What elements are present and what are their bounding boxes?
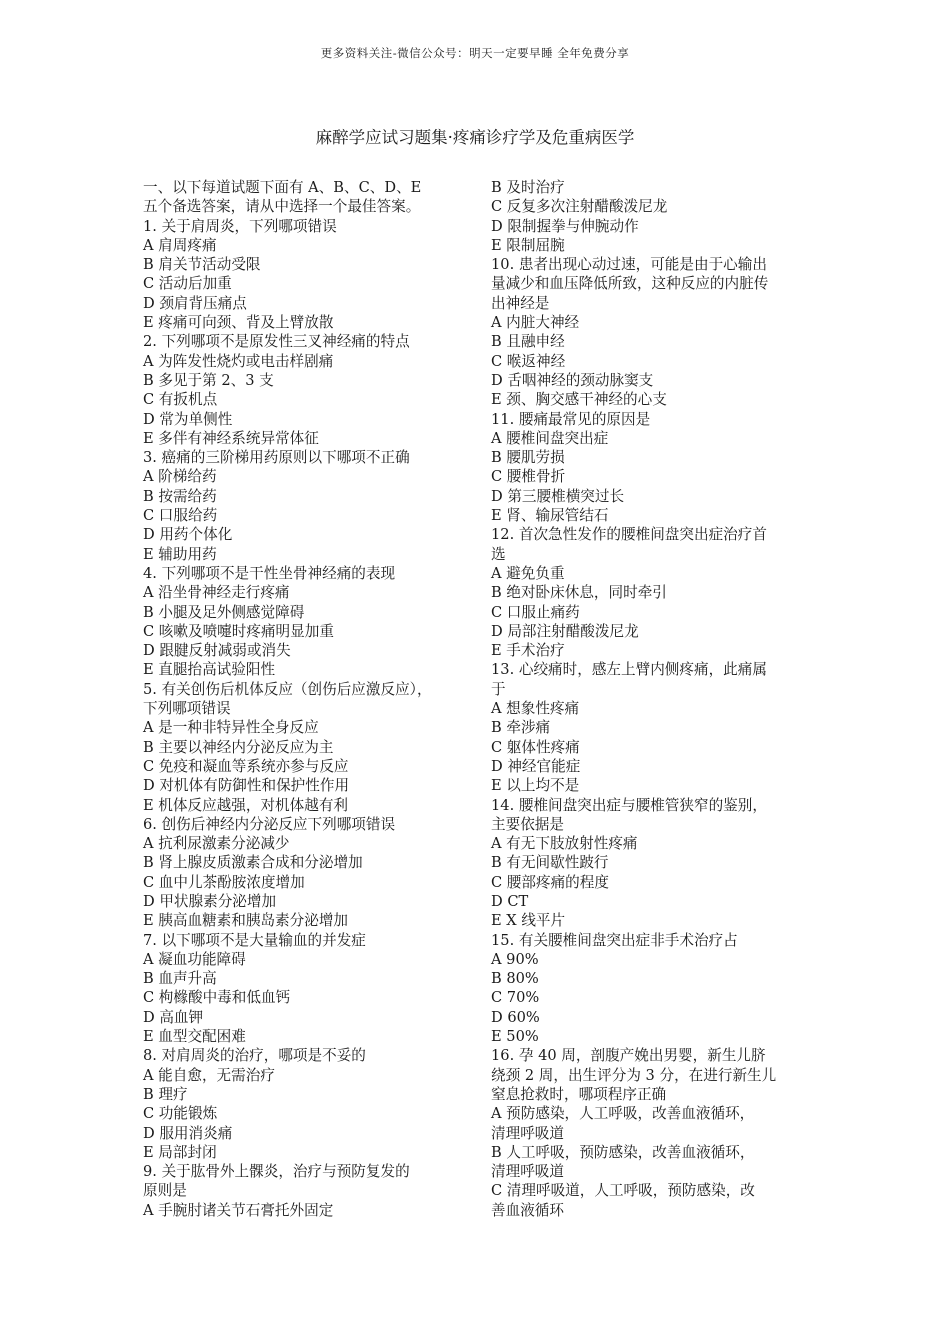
text-line: D 跟腱反射减弱或消失 xyxy=(143,642,291,660)
text-line: E 多伴有神经系统异常体征 xyxy=(143,429,319,447)
text-line: C 免疫和凝血等系统亦参与反应 xyxy=(143,757,349,775)
text-line: D 舌咽神经的颈动脉窦支 xyxy=(491,371,654,389)
text-line: B 牵涉痛 xyxy=(491,719,551,737)
text-line: 14. 腰椎间盘突出症与腰椎管狭窄的鉴别， xyxy=(491,796,767,814)
text-line: C 清理呼吸道，人工呼吸，预防感染，改 xyxy=(491,1182,755,1200)
text-line: E 手术治疗 xyxy=(491,642,565,660)
text-line: 原则是 xyxy=(143,1182,187,1200)
text-line: 5. 有关创伤后机体反应（创伤后应激反应）， xyxy=(143,680,432,698)
document-title: 麻醉学应试习题集·疼痛诊疗学及危重病医学 xyxy=(315,128,635,147)
text-line: E 直腿抬高试验阳性 xyxy=(143,661,276,679)
text-line: D 常为单侧性 xyxy=(143,410,233,428)
text-line: C 喉返神经 xyxy=(491,352,566,370)
text-line: E 以上均不是 xyxy=(491,777,580,795)
text-line: C 有扳机点 xyxy=(143,391,218,409)
text-line: B 绝对卧床休息，同时牵引 xyxy=(491,584,667,602)
text-line: D 对机体有防御性和保护性作用 xyxy=(143,777,350,795)
text-line: B 按需给药 xyxy=(143,487,217,505)
text-line: 4. 下列哪项不是干性坐骨神经痛的表现 xyxy=(143,564,396,582)
text-line: 于 xyxy=(491,680,506,698)
text-line: 绕颈 2 周，出生评分为 3 分，在进行新生儿 xyxy=(491,1066,777,1084)
text-line: A 腰椎间盘突出症 xyxy=(491,429,609,447)
text-line: B 腰肌劳损 xyxy=(491,449,565,467)
text-line: E 肾、输尿管结石 xyxy=(491,507,609,525)
text-line: D 60% xyxy=(491,1008,540,1026)
text-line: A 能自愈，无需治疗 xyxy=(143,1066,275,1084)
left-column xyxy=(143,178,473,1220)
text-line: B 小腿及足外侧感觉障碍 xyxy=(143,603,305,621)
text-line: B 主要以神经内分泌反应为主 xyxy=(143,738,334,756)
text-line: A 90% xyxy=(491,950,539,968)
text-line: 出神经是 xyxy=(491,294,550,312)
text-line: A 手腕肘诸关节石膏托外固定 xyxy=(143,1201,334,1219)
text-line: E 限制屈腕 xyxy=(491,236,565,254)
text-line: 清理呼吸道 xyxy=(491,1124,564,1142)
text-line: 1. 关于肩周炎，下列哪项错误 xyxy=(143,217,337,235)
text-line: 16. 孕 40 周，剖腹产娩出男婴，新生儿脐 xyxy=(491,1047,766,1065)
text-line: B 多见于第 2、3 支 xyxy=(143,371,274,389)
text-line: E 血型交配困难 xyxy=(143,1028,246,1046)
text-line: A 为阵发性烧灼或电击样剧痛 xyxy=(143,352,334,370)
text-line: 15. 有关腰椎间盘突出症非手术治疗占 xyxy=(491,931,738,949)
text-line: 9. 关于肱骨外上髁炎，治疗与预防复发的 xyxy=(143,1163,410,1181)
text-line: 窒息抢救时，哪项程序正确 xyxy=(491,1085,667,1103)
text-line: C 70% xyxy=(491,989,540,1007)
text-line: C 血中儿茶酚胺浓度增加 xyxy=(143,873,305,891)
text-line: A 沿坐骨神经走行疼痛 xyxy=(143,584,290,602)
text-line: 10. 患者出现心动过速，可能是由于心输出 xyxy=(491,256,767,274)
text-line: D CT xyxy=(491,892,529,910)
text-line: B 肩关节活动受限 xyxy=(143,256,261,274)
text-line: A 抗利尿激素分泌减少 xyxy=(143,835,290,853)
text-line: 量减少和血压降低所致，这种反应的内脏传 xyxy=(491,275,769,293)
text-line: B 且融申经 xyxy=(491,333,565,351)
text-line: B 肾上腺皮质激素合成和分泌增加 xyxy=(143,854,363,872)
text-line: E 50% xyxy=(491,1028,539,1046)
text-line: B 有无间歇性跛行 xyxy=(491,854,609,872)
text-line: 7. 以下哪项不是大量输血的并发症 xyxy=(143,931,366,949)
text-line: C 口服给药 xyxy=(143,507,218,525)
text-line: C 活动后加重 xyxy=(143,275,232,293)
text-line: 12. 首次急性发作的腰椎间盘突出症治疗首 xyxy=(491,526,767,544)
text-line: B 及时治疗 xyxy=(491,179,565,196)
text-line: 一、以下每道试题下面有 A、B、C、D、E xyxy=(143,179,422,196)
text-line: A 避免负重 xyxy=(491,564,565,582)
text-line: A 预防感染，人工呼吸，改善血液循环， xyxy=(491,1105,755,1123)
text-line: A 凝血功能障碍 xyxy=(143,950,246,968)
text-line: A 有无下肢放射性疼痛 xyxy=(491,835,638,853)
text-line: C 腰部疼痛的程度 xyxy=(491,873,609,891)
text-line: B 人工呼吸，预防感染，改善血液循环， xyxy=(491,1143,755,1161)
text-line: A 想象性疼痛 xyxy=(491,700,580,718)
text-line: 13. 心绞痛时，感左上臂内侧疼痛，此痛属 xyxy=(491,661,767,679)
text-line: D 服用消炎痛 xyxy=(143,1124,233,1142)
text-line: A 阶梯给药 xyxy=(143,468,217,486)
right-column xyxy=(491,178,821,1220)
text-line: C 咳嗽及喷嚏时疼痛明显加重 xyxy=(143,622,334,640)
text-line: B 80% xyxy=(491,970,539,988)
text-line: D 高血钾 xyxy=(143,1008,204,1026)
text-line: A 是一种非特异性全身反应 xyxy=(143,719,319,737)
text-line: 善血液循环 xyxy=(491,1201,564,1219)
text-line: C 躯体性疼痛 xyxy=(491,738,580,756)
text-line: 3. 癌痛的三阶梯用药原则以下哪项不正确 xyxy=(143,449,410,467)
text-line: E 颈、胸交感干神经的心支 xyxy=(491,391,667,409)
text-line: 主要依据是 xyxy=(491,815,564,833)
text-line: E 疼痛可向颈、背及上臂放散 xyxy=(143,314,334,332)
text-line: 6. 创伤后神经内分泌反应下列哪项错误 xyxy=(143,815,396,833)
text-line: C 反复多次注射醋酸泼尼龙 xyxy=(491,198,668,216)
header-note: 更多资料关注-微信公众号：明天一定要早睡 全年免费分享 xyxy=(320,46,630,60)
text-line: C 腰椎骨折 xyxy=(491,468,566,486)
text-line: E 胰高血糖素和胰岛素分泌增加 xyxy=(143,912,349,930)
text-line: E X 线平片 xyxy=(491,912,566,930)
text-line: 下列哪项错误 xyxy=(143,700,231,718)
text-line: 11. 腰痛最常见的原因是 xyxy=(491,410,651,428)
text-line: E 辅助用药 xyxy=(143,545,217,563)
text-line: 8. 对肩周炎的治疗，哪项是不妥的 xyxy=(143,1047,366,1065)
text-line: D 限制握拳与伸腕动作 xyxy=(491,217,639,235)
text-line: D 局部注射醋酸泼尼龙 xyxy=(491,622,639,640)
text-line: D 神经官能症 xyxy=(491,757,581,775)
text-line: A 内脏大神经 xyxy=(491,314,580,332)
text-line: 五个备选答案，请从中选择一个最佳答案。 xyxy=(143,198,421,216)
text-line: D 颈肩背压痛点 xyxy=(143,294,247,312)
text-line: C 功能锻炼 xyxy=(143,1105,218,1123)
text-line: 清理呼吸道 xyxy=(491,1163,564,1181)
text-line: B 理疗 xyxy=(143,1085,188,1103)
text-line: C 枸橼酸中毒和低血钙 xyxy=(143,989,291,1007)
text-line: E 局部封闭 xyxy=(143,1143,217,1161)
text-line: A 肩周疼痛 xyxy=(143,236,217,254)
text-line: D 用药个体化 xyxy=(143,526,233,544)
text-line: D 第三腰椎横突过长 xyxy=(491,487,625,505)
text-line: E 机体反应越强，对机体越有利 xyxy=(143,796,349,814)
text-line: 2. 下列哪项不是原发性三叉神经痛的特点 xyxy=(143,333,410,351)
text-line: B 血声升高 xyxy=(143,970,217,988)
text-line: D 甲状腺素分泌增加 xyxy=(143,892,277,910)
text-line: 选 xyxy=(491,545,506,563)
text-line: C 口服止痛药 xyxy=(491,603,580,621)
